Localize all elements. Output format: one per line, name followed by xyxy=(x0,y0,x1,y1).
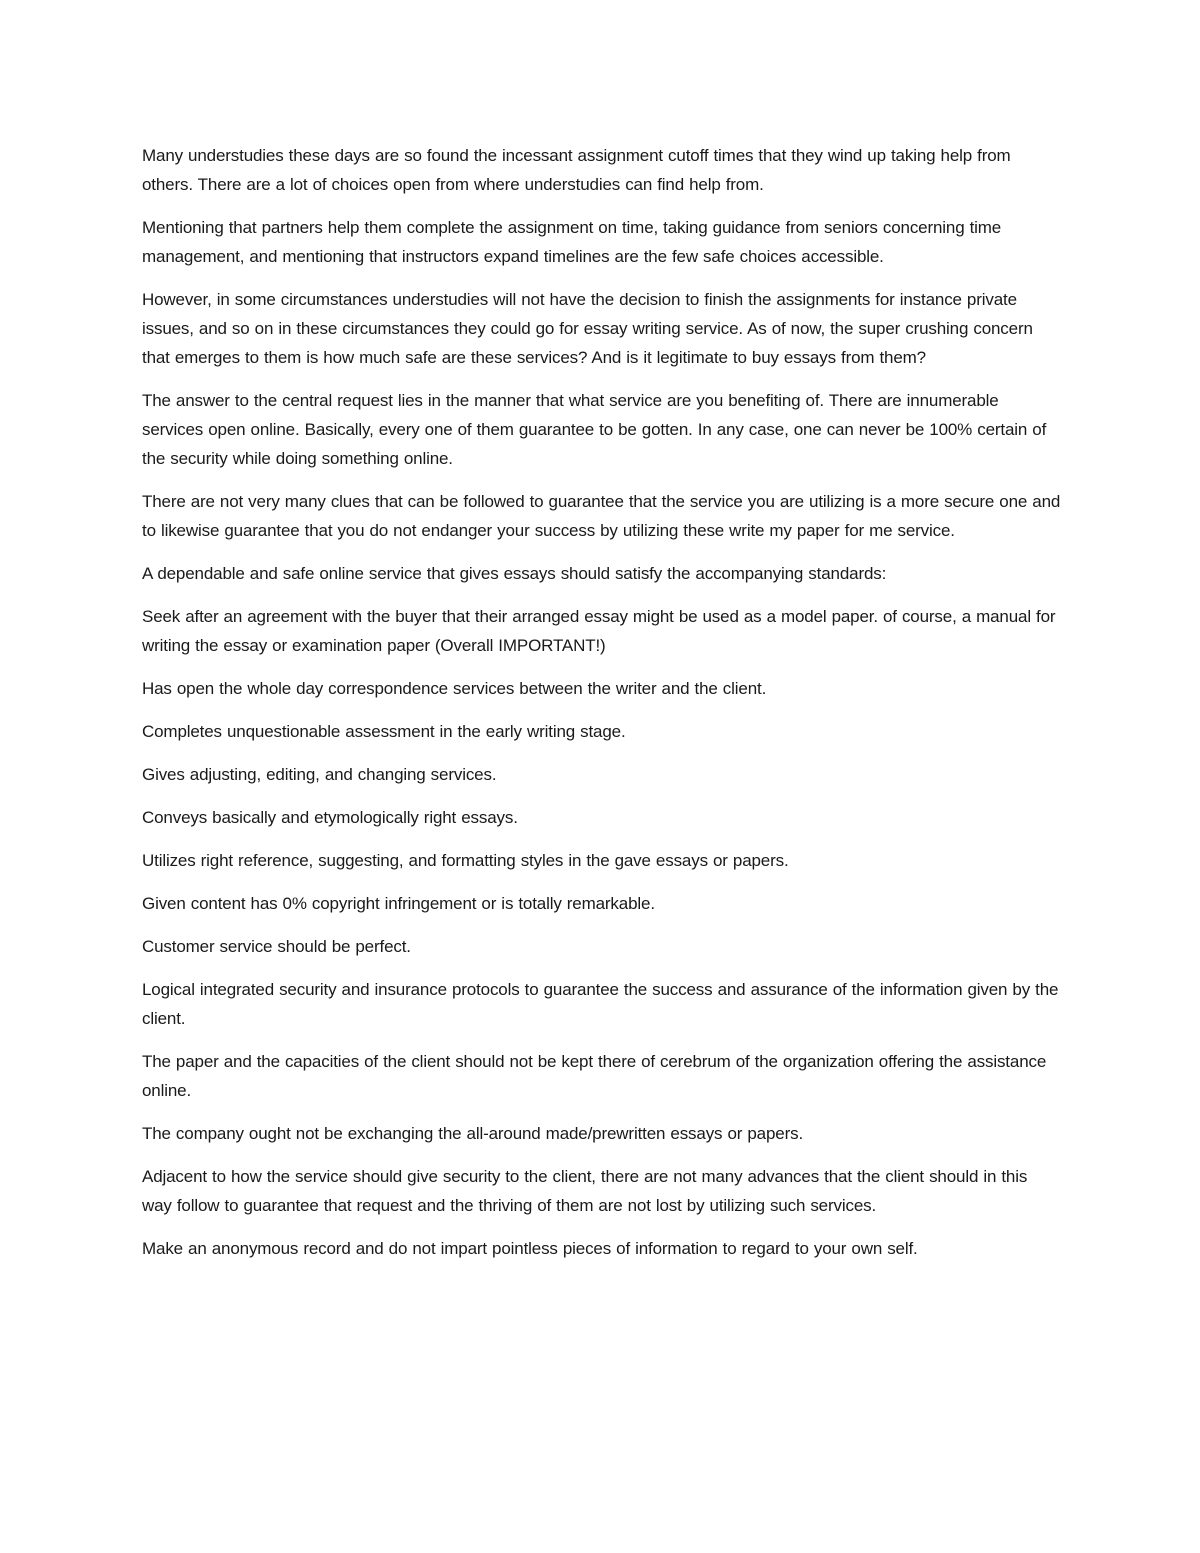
paragraph: A dependable and safe online service that gives essays should satisfy the accompanying standards: xyxy=(142,564,887,583)
paragraph: The company ought not be exchanging the all-around made/prewritten essays or papers. xyxy=(142,1124,804,1143)
paragraph: The answer to the central request lies in the manner that what service are you benefiting of. There are innumerable services open online. Basically, every one of them guarantee to be gotten. In any case, one can never be 100% certain of the security while doing something online. xyxy=(142,391,1047,468)
paragraph: Make an anonymous record and do not impart pointless pieces of information to regard to your own self. xyxy=(142,1239,918,1258)
paragraph: Logical integrated security and insurance protocols to guarantee the success and assurance of the information given by the client. xyxy=(142,980,1059,1028)
document-body xyxy=(142,141,1062,1277)
paragraph: Adjacent to how the service should give security to the client, there are not many advances that the client should in this way follow to guarantee that request and the thriving of them are not lost by utilizing such services. xyxy=(142,1167,1028,1215)
paragraph: There are not very many clues that can be followed to guarantee that the service you are utilizing is a more secure one and to likewise guarantee that you do not endanger your success by utilizing these write my paper for me service. xyxy=(142,492,1061,540)
paragraph: Seek after an agreement with the buyer that their arranged essay might be used as a model paper. of course, a manual for writing the essay or examination paper (Overall IMPORTANT!) xyxy=(142,607,1056,655)
paragraph: Gives adjusting, editing, and changing services. xyxy=(142,765,497,784)
paragraph: Completes unquestionable assessment in the early writing stage. xyxy=(142,722,626,741)
paragraph: Utilizes right reference, suggesting, and formatting styles in the gave essays or papers. xyxy=(142,851,789,870)
paragraph: Mentioning that partners help them complete the assignment on time, taking guidance from seniors concerning time management, and mentioning that instructors expand timelines are the few safe choices accessible. xyxy=(142,218,1002,266)
paragraph: Given content has 0% copyright infringement or is totally remarkable. xyxy=(142,894,655,913)
paragraph: Conveys basically and etymologically right essays. xyxy=(142,808,518,827)
paragraph: Many understudies these days are so found the incessant assignment cutoff times that they wind up taking help from others. There are a lot of choices open from where understudies can find help from. xyxy=(142,146,1011,194)
paragraph: However, in some circumstances understudies will not have the decision to finish the assignments for instance private issues, and so on in these circumstances they could go for essay writing service. As of now, the super crushing concern that emerges to them is how much safe are these services? And is it legitimate to buy essays from them? xyxy=(142,290,1033,367)
paragraph: Customer service should be perfect. xyxy=(142,937,411,956)
paragraph: Has open the whole day correspondence services between the writer and the client. xyxy=(142,679,767,698)
paragraph: The paper and the capacities of the client should not be kept there of cerebrum of the organization offering the assistance online. xyxy=(142,1052,1047,1100)
